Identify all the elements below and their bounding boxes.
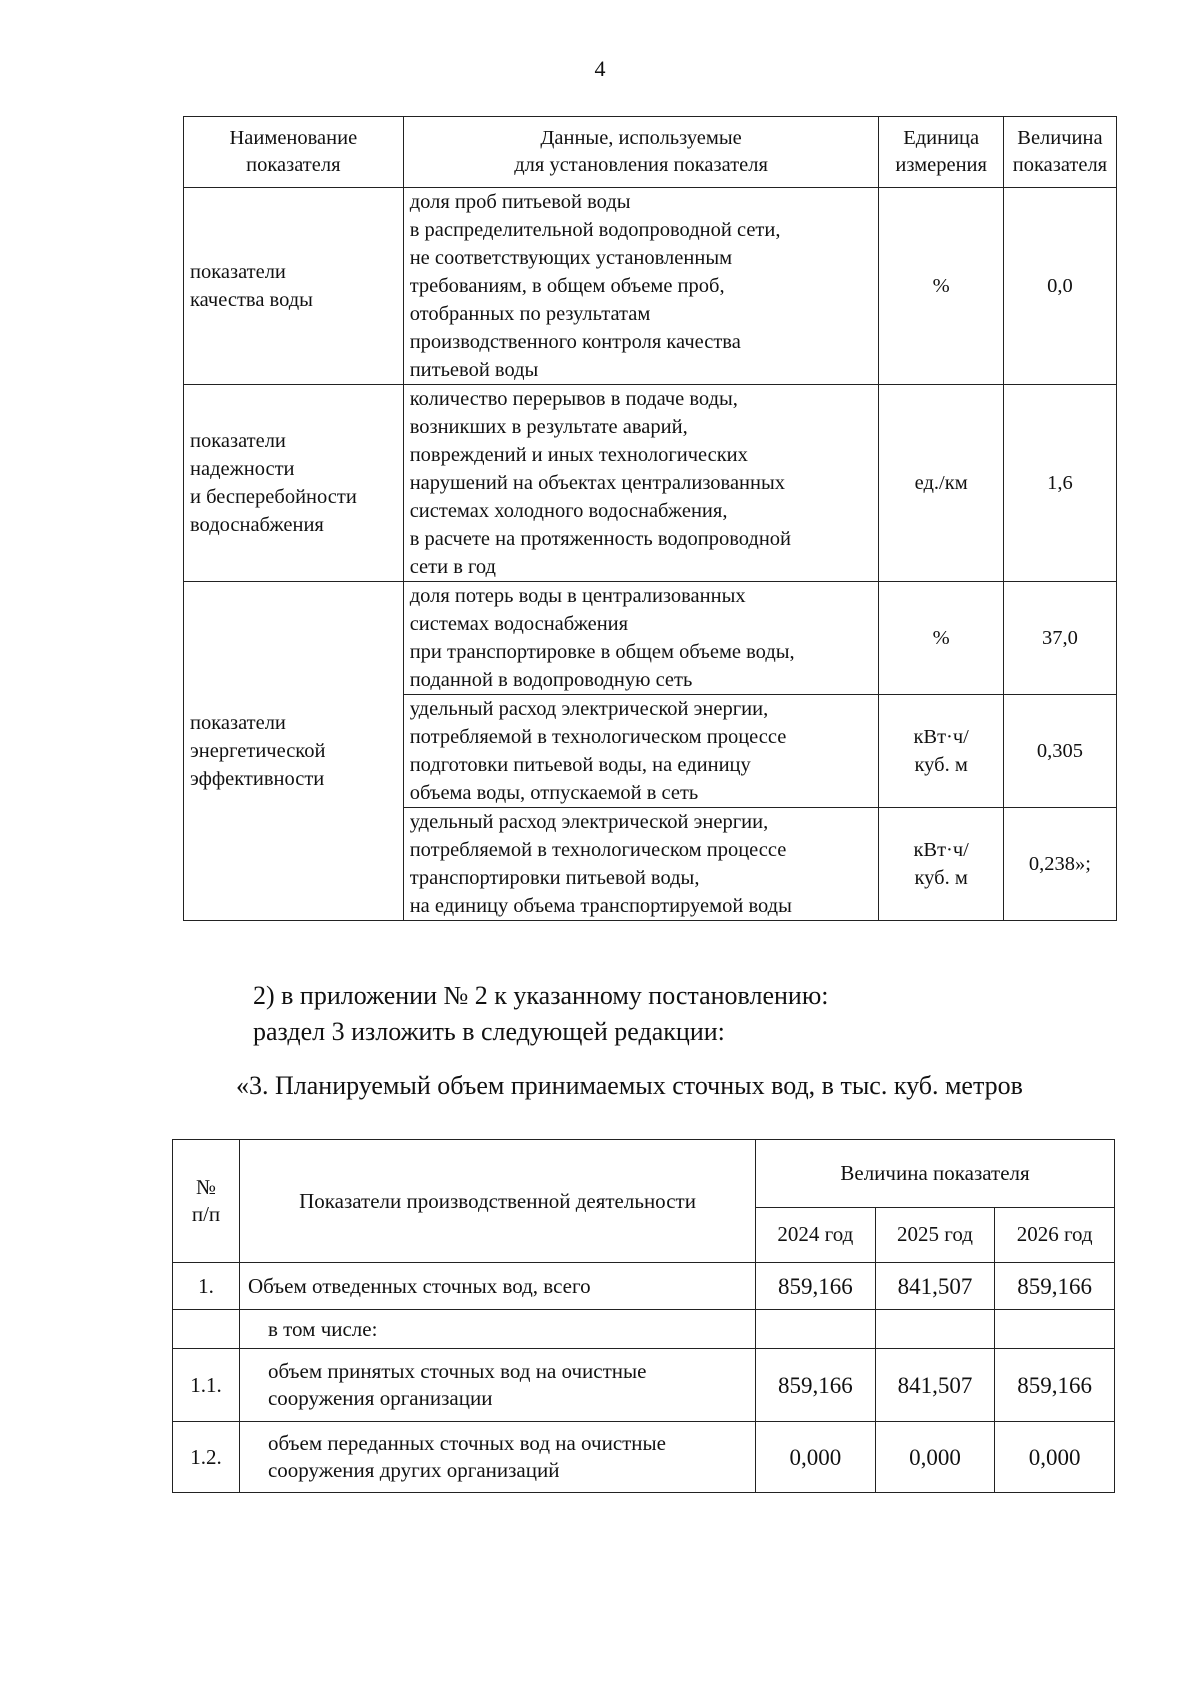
value-cell: 1,6 [1003,385,1116,582]
value-cell: 0,238»; [1003,808,1116,921]
header-line: измерения [895,154,987,176]
header-value-group: Величина показателя [756,1140,1115,1208]
water-indicators-table [183,116,1117,921]
header-year: 2026 год [995,1207,1115,1262]
header-line: Наименование [229,127,358,149]
row-name [239,1422,755,1493]
table-row [184,582,1117,695]
cell-line: кВт·ч/ [913,839,969,861]
indicator-name-cell [184,385,404,582]
cell-line: энергетической [190,740,326,762]
cell-line: удельный расход электрической энергии, [409,698,769,720]
value-cell: 0,0 [1003,188,1116,385]
cell-line: потребляемой в технологическом процессе [409,839,787,861]
header-line: показателя [1012,154,1108,176]
cell-line: показатели [190,712,286,734]
cell-line: сооружения организации [267,1386,493,1410]
cell-line: куб. м [914,754,968,776]
cell-line: объема воды, отпускаемой в сеть [409,782,699,804]
source-data-cell [403,808,879,921]
value-cell: 859,166 [756,1263,876,1310]
source-data-cell [403,695,879,808]
value-cell: 0,000 [756,1422,876,1493]
value-cell [875,1310,995,1349]
table-row [173,1349,1115,1422]
row-name [239,1349,755,1422]
header-line: № [195,1175,217,1199]
unit-cell [879,695,1003,808]
cell-line: водоснабжения [190,514,324,536]
cell-line: эффективности [190,768,325,790]
header-line: показателя [246,154,341,176]
source-data-cell [403,582,879,695]
cell-line: питьевой воды [409,359,539,381]
cell-line: повреждений и иных технологических [409,444,748,466]
cell-line: производственного контроля качества [409,331,741,353]
wastewater-volume-table [172,1139,1115,1493]
cell-line: не соответствующих установленным [409,247,733,269]
value-cell: 0,000 [995,1422,1115,1493]
indicator-name-cell [184,582,404,921]
table-header-row [184,117,1117,188]
cell-line: удельный расход электрической энергии, [409,811,769,833]
value-cell: 0,000 [875,1422,995,1493]
source-data-cell [403,188,879,385]
cell-line: показатели [190,430,286,452]
value-cell: 859,166 [756,1349,876,1422]
cell-line: возникших в результате аварий, [409,416,688,438]
cell-line: доля потерь воды в централизованных [409,585,746,607]
cell-line: сети в год [409,556,496,578]
cell-line: качества воды [190,289,313,311]
header-indicator-name [184,117,404,188]
header-year: 2024 год [756,1207,876,1262]
paragraph-line: 2) в приложении № 2 к указанному постановлению: [253,981,829,1010]
header-unit [879,117,1003,188]
table-row [173,1310,1115,1349]
cell-line: куб. м [914,867,968,889]
unit-cell: ед./км [879,385,1003,582]
value-cell: 859,166 [995,1349,1115,1422]
cell-line: требованиям, в общем объеме проб, [409,275,725,297]
cell-line: транспортировки питьевой воды, [409,867,700,889]
cell-line: сооружения других организаций [267,1458,560,1482]
value-cell [995,1310,1115,1349]
cell-line: и бесперебойности [190,486,357,508]
cell-line: подготовки питьевой воды, на единицу [409,754,751,776]
page-number: 4 [594,56,606,81]
table-row [173,1263,1115,1310]
cell-line: поданной в водопроводную сеть [409,669,693,691]
cell-line: на единицу объема транспортируемой воды [409,895,792,917]
cell-line: при транспортировке в общем объеме воды, [409,641,795,663]
cell-line: объем принятых сточных вод на очистные [267,1359,647,1383]
unit-cell [879,808,1003,921]
row-number: 1. [173,1263,240,1310]
value-cell: 841,507 [875,1349,995,1422]
row-number: 1.2. [173,1422,240,1493]
value-cell: 859,166 [995,1263,1115,1310]
unit-cell: % [879,582,1003,695]
header-line: Единица [903,127,980,149]
cell-line: системах водоснабжения [409,613,629,635]
cell-line: в расчете на протяженность водопроводной [409,528,792,550]
table-row [184,385,1117,582]
amendment-paragraph [253,978,828,1050]
row-number: 1.1. [173,1349,240,1422]
cell-line: нарушений на объектах централизованных [409,472,786,494]
row-name: Объем отведенных сточных вод, всего [239,1263,755,1310]
row-number [173,1310,240,1349]
table-row [184,188,1117,385]
cell-line: кВт·ч/ [913,726,969,748]
table-header-row [173,1140,1115,1208]
source-data-cell [403,385,879,582]
table-row [173,1422,1115,1493]
header-line: п/п [191,1202,221,1226]
value-cell: 841,507 [875,1263,995,1310]
value-cell: 0,305 [1003,695,1116,808]
section-heading: «3. Планируемый объем принимаемых сточных вод, в тыс. куб. метров [236,1071,1023,1100]
header-line: Величина [1017,127,1103,149]
header-year: 2025 год [875,1207,995,1262]
cell-line: объем переданных сточных вод на очистные [267,1431,666,1455]
cell-line: потребляемой в технологическом процессе [409,726,787,748]
cell-line: доля проб питьевой воды [409,191,631,213]
header-source-data [403,117,879,188]
unit-cell: % [879,188,1003,385]
cell-line: в распределительной водопроводной сети, [409,219,781,241]
header-number [173,1140,240,1263]
row-name: в том числе: [239,1310,755,1349]
cell-line: количество перерывов в подаче воды, [409,388,738,410]
value-cell [756,1310,876,1349]
cell-line: показатели [190,261,286,283]
header-line: для установления показателя [514,154,768,176]
paragraph-line: раздел 3 изложить в следующей редакции: [253,1017,725,1046]
header-activity: Показатели производственной деятельности [239,1140,755,1263]
cell-line: отобранных по результатам [409,303,651,325]
cell-line: надежности [190,458,295,480]
header-value [1003,117,1116,188]
indicator-name-cell [184,188,404,385]
cell-line: системах холодного водоснабжения, [409,500,728,522]
value-cell: 37,0 [1003,582,1116,695]
header-line: Данные, используемые [540,127,742,149]
